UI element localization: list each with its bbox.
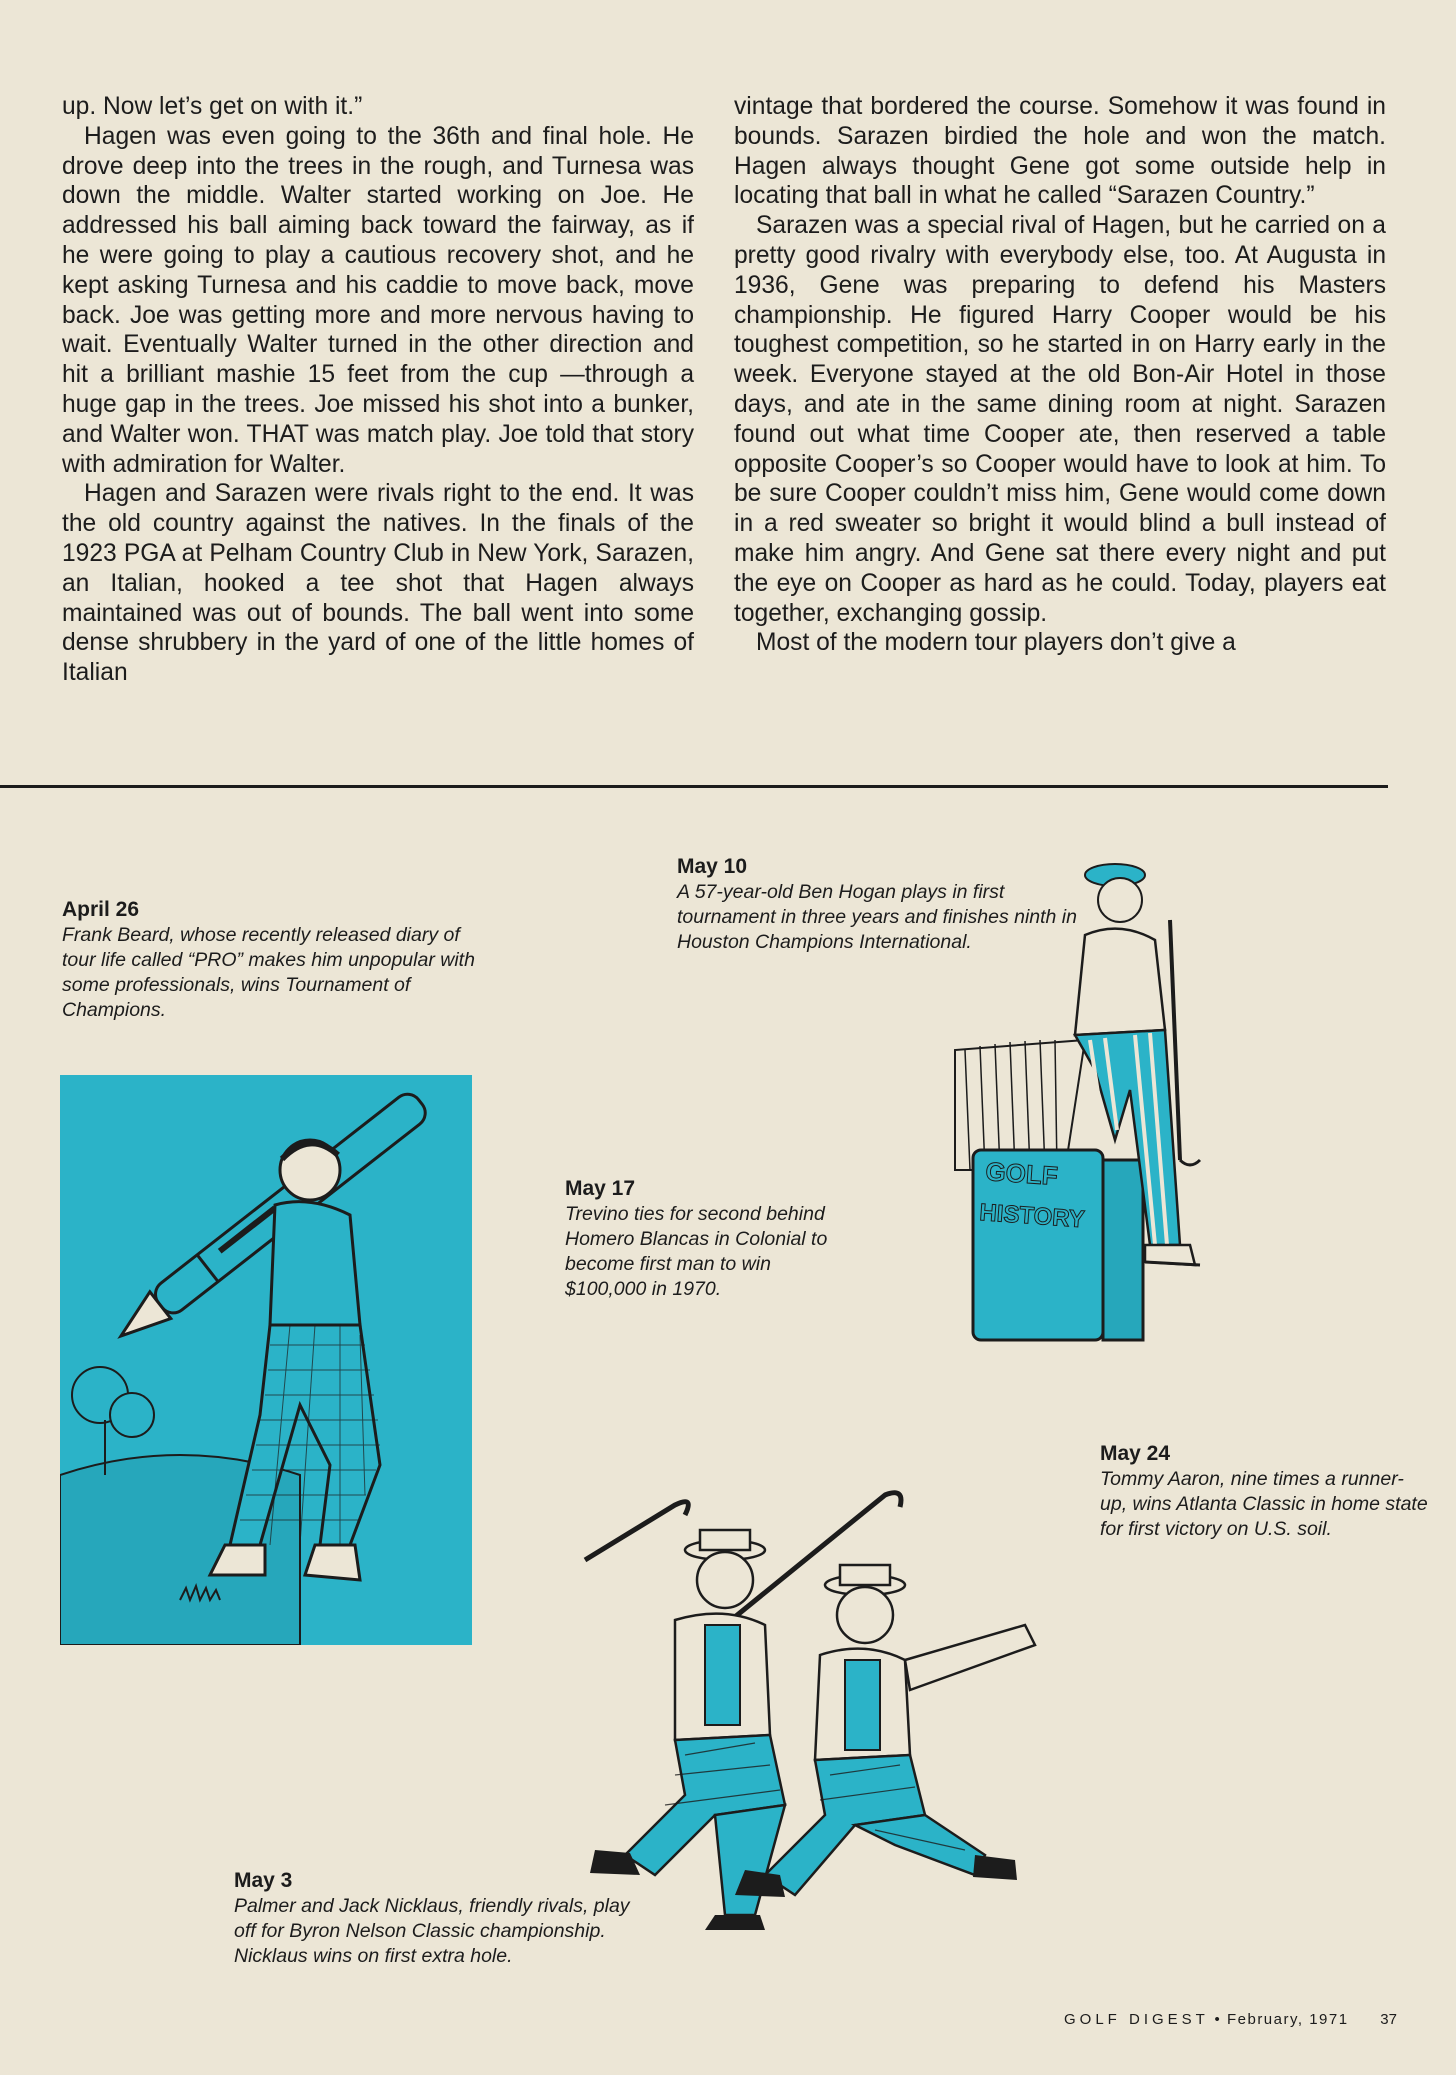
caption-text: Frank Beard, whose recently released diary of tour life called “PRO” makes him unpopular with some professionals, wins Tournament of Champions. bbox=[62, 924, 475, 1021]
page-number: 37 bbox=[1380, 2011, 1397, 2028]
golfer-pen-illustration bbox=[60, 1075, 472, 1645]
article-paragraph: Most of the modern tour players don’t give a bbox=[756, 629, 1236, 657]
issue-date: February, 1971 bbox=[1226, 2011, 1349, 2028]
caption-date: May 3 bbox=[234, 1869, 293, 1892]
palmer-nicklaus-dancers-illustration bbox=[555, 1475, 1080, 1935]
caption-text: Trevino ties for second behind Homero Blancas in Colonial to become first man to win $100,000 in 1970. bbox=[565, 1203, 828, 1300]
article-column-right bbox=[734, 92, 1386, 658]
book-title-line2: HISTORY bbox=[978, 1199, 1086, 1234]
footer-separator: • bbox=[1214, 2011, 1222, 2028]
caption-text: Palmer and Jack Nicklaus, friendly rivals, play off for Byron Nelson Classic championship. Nicklaus wins on first extra hole. bbox=[234, 1895, 630, 1967]
article-column-left bbox=[62, 92, 694, 688]
article-paragraph: Hagen and Sarazen were rivals right to the end. It was the old country against the natives. In the finals of the 1923 PGA at Pelham Country Club in New York, Sarazen, an Italian, hooked a tee shot that Hagen always maintained was out of bounds. The ball went into some dense shrubbery in the yard of one of the little homes of Italian bbox=[62, 480, 694, 687]
caption-date: May 10 bbox=[677, 855, 748, 878]
caption-date: May 24 bbox=[1100, 1442, 1171, 1465]
magazine-name: GOLF DIGEST bbox=[1064, 2011, 1209, 2028]
article-paragraph: Hagen was even going to the 36th and final hole. He drove deep into the trees in the rough, and Turnesa was down the middle. Walter started working on Joe. He addressed his ball aiming back toward the fairway, as if he were going to play a cautious recovery shot, and he kept asking Turnesa and his caddie to move back, move back. Joe was getting more and more nervous having to wait. Eventually Walter turned in the other direction and hit a brilliant mashie 15 feet from the cup —through a huge gap in the trees. Joe missed his shot into a bunker, and Walter won. THAT was match play. Joe told that story with admiration for Walter. bbox=[62, 122, 694, 478]
caption-date: April 26 bbox=[62, 898, 140, 921]
caption-may-3 bbox=[234, 1868, 644, 1969]
caption-may-17 bbox=[565, 1176, 855, 1302]
caption-may-24 bbox=[1100, 1441, 1430, 1542]
caption-may-10 bbox=[677, 854, 1077, 955]
page-footer bbox=[1064, 2011, 1397, 2028]
article-paragraph: Sarazen was a special rival of Hagen, but he carried on a pretty good rivalry with everybody else, too. At Augusta in 1936, Gene was preparing to defend his Masters championship. He figured Harry Cooper would be his toughest competition, so he started in on Harry early in the week. Everyone stayed at the old Bon-Air Hotel in those days, and ate in the same dining room at night. Sarazen found out what time Cooper ate, then reserved a table opposite Cooper’s so Cooper would have to look at him. To be sure Cooper couldn’t miss him, Gene would come down in a red sweater so bright it would blind a bull instead of make him angry. And Gene sat there every night and put the eye on Cooper as hard as he could. Today, players eat together, exchanging gossip. bbox=[734, 212, 1386, 627]
section-divider bbox=[0, 785, 1388, 788]
book-title-line1: GOLF bbox=[984, 1156, 1059, 1192]
caption-text: A 57-year-old Ben Hogan plays in first tournament in three years and finishes ninth in Houston Champions International. bbox=[677, 881, 1077, 953]
caption-date: May 17 bbox=[565, 1177, 636, 1200]
article-paragraph: up. Now let’s get on with it.” bbox=[62, 93, 363, 120]
caption-april-26 bbox=[62, 897, 482, 1023]
caption-text: Tommy Aaron, nine times a runner-up, wins Atlanta Classic in home state for first victory on U.S. soil. bbox=[1100, 1468, 1428, 1540]
article-paragraph: vintage that bordered the course. Somehow it was found in bounds. Sarazen birdied the hole and won the match. Hagen always thought Gene got some outside help in locating that ball in what he called “Sarazen Country.” bbox=[734, 93, 1386, 210]
